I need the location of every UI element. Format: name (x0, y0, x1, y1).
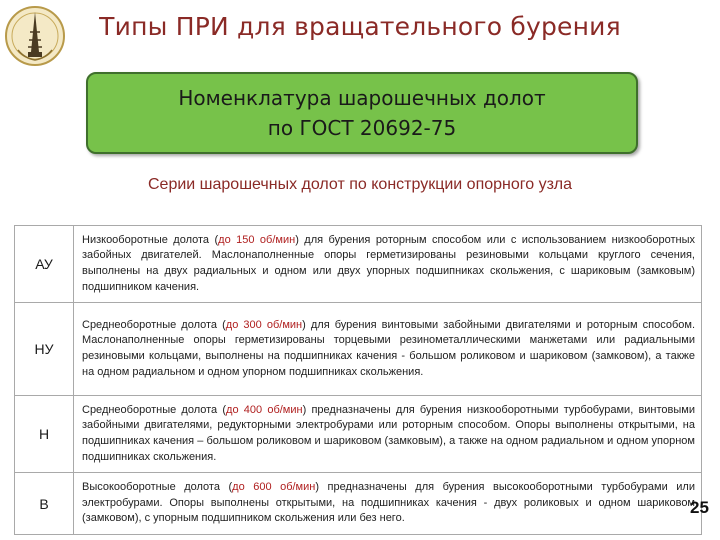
rpm-limit: до 300 об/мин (225, 318, 303, 331)
description-text: Низкооборотные долота ( (82, 233, 219, 246)
table-row (15, 226, 702, 303)
rpm-limit: до 400 об/мин (226, 403, 303, 416)
series-code: НУ (15, 303, 74, 396)
series-description (74, 396, 702, 473)
series-description (74, 303, 702, 396)
series-subtitle: Серии шарошечных долот по конструкции опорного узла (147, 176, 572, 193)
bit-series-table (14, 225, 702, 535)
description-text: Среднеоборотные долота ( (82, 318, 226, 331)
description-text: ) для бурения винтовыми забойными двигателями и роторным способом. Маслонаполненные опоры герметизированы торцевыми резинометаллическими манжетами или радиальными резиновыми кольцами, выполнены на подшипниках качения - большом роликовом и шариковом (замковом), а также на одном радиальном и одном упорном подшипниках скольжения. (82, 318, 696, 378)
slide-title: Типы ПРИ для вращательного бурения (99, 12, 621, 41)
description-text: ) для бурения роторным способом или с использованием низкооборотных забойных двигателей. Маслонаполненные опоры герметизированы резиновыми кольцами круглого сечения, выполнены на двух радиальных и одном или двух упорных подшипниках скольжения, с шариковым (замковым) подшипником качения. (82, 233, 695, 293)
gost-box-line-1: Номенклатура шарошечных долот (178, 86, 546, 110)
series-description (74, 473, 702, 535)
university-emblem-icon (4, 2, 66, 70)
page-number: 25 (690, 498, 709, 517)
series-code: АУ (15, 226, 74, 303)
description-text: ) предназначены для бурения низкооборотными турбобурами, винтовыми забойными двигателями, редукторными электробурами или роторным способом. Опоры выполнены открытыми, на подшипниках качения – большом роликовом и шариковом (замковым), а также на одном радиальном и одном упорном подшипниках скольжения. (82, 403, 695, 463)
rpm-limit: до 150 об/мин (218, 233, 296, 246)
description-text: ) предназначены для бурения высокооборотными турбобурами или электробурами. Опоры выполнены открытыми, на подшипниках качения - двух роликовых и одном шариковом (замковом), с упорным подшипником скольжения или без него. (82, 481, 695, 525)
rpm-limit: до 600 об/мин (232, 481, 316, 494)
series-code: Н (15, 396, 74, 473)
series-description (74, 226, 702, 303)
series-code: В (15, 473, 74, 535)
table-row (15, 396, 702, 473)
gost-box-line-2: по ГОСТ 20692-75 (267, 116, 457, 140)
table-row (15, 303, 702, 396)
table-row (15, 473, 702, 535)
description-text: Среднеоборотные долота ( (82, 403, 227, 416)
description-text: Высокооборотные долота ( (82, 481, 233, 494)
gost-nomenclature-box (86, 72, 638, 154)
